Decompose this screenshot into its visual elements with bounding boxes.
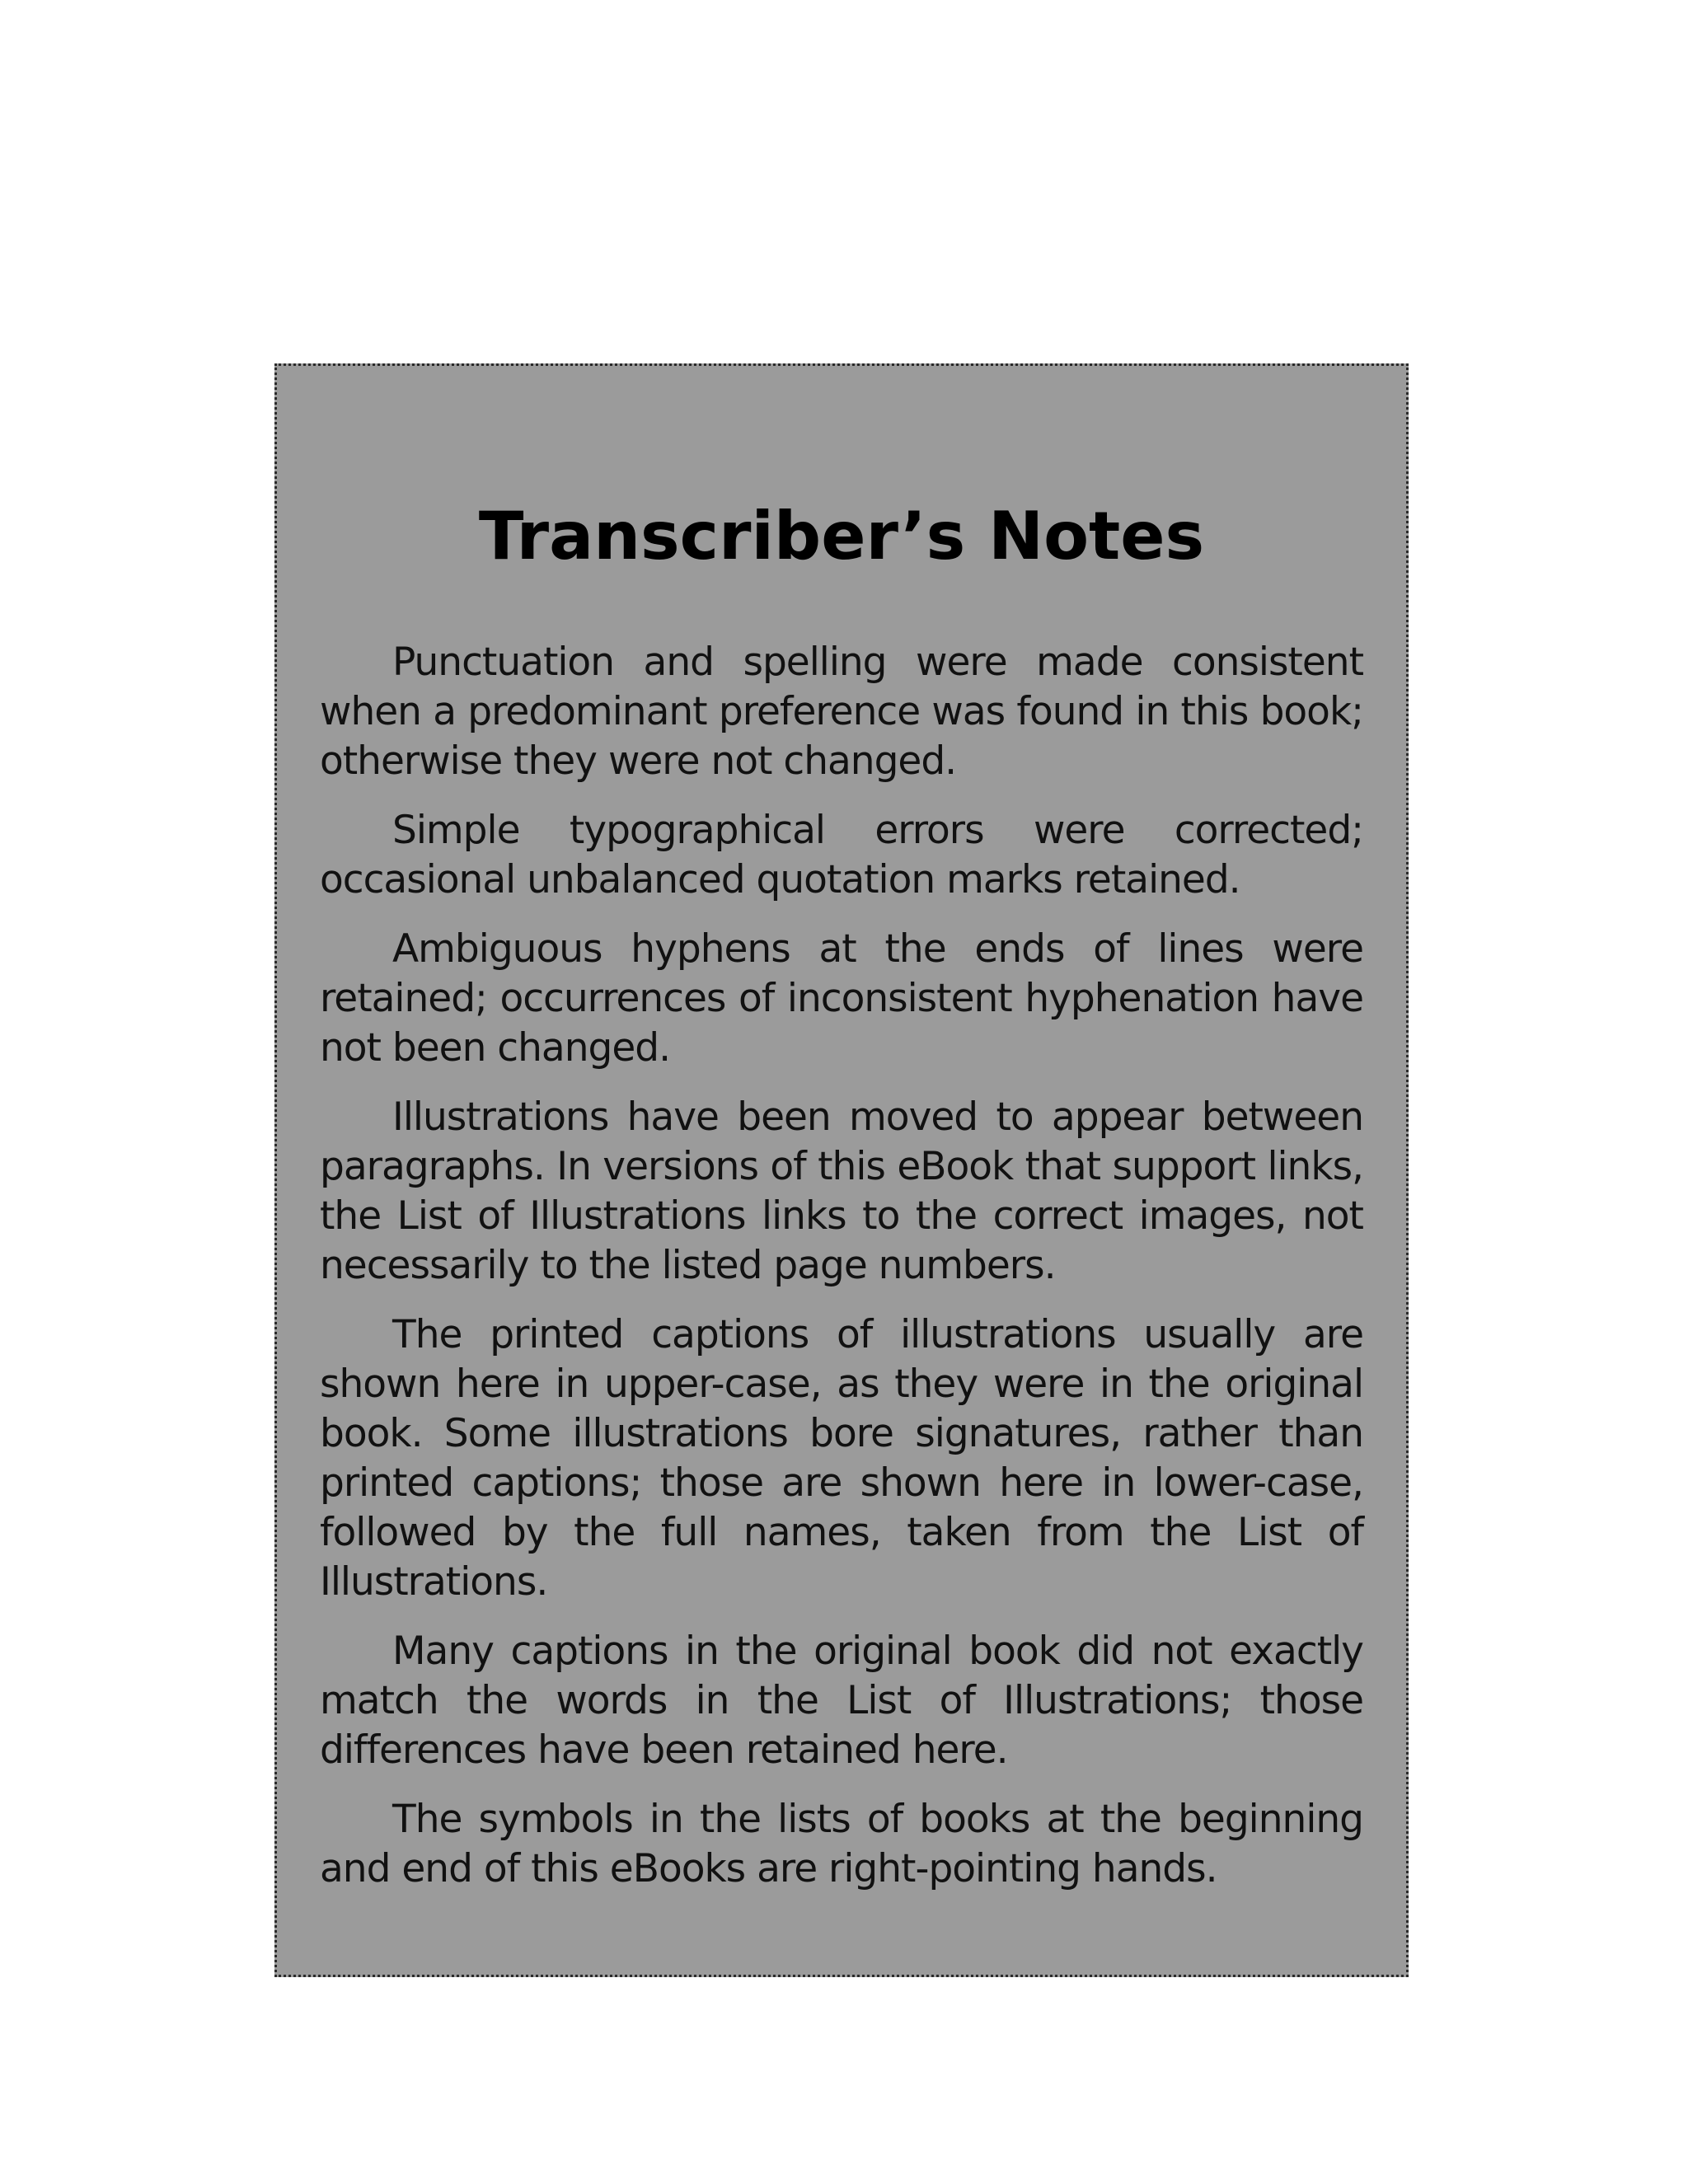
note-paragraph-typos: Simple typographical errors were corrected; occasional unbalanced quotation marks retained. [320,808,1363,902]
note-paragraph-symbols: The symbols in the lists of books at the beginning and end of this eBooks are right-pointing hands. [320,1797,1363,1891]
transcribers-notes-box [274,363,1409,1977]
notes-title: Transcriber’s Notes [478,498,1205,574]
note-paragraph-hyphens: Ambiguous hyphens at the ends of lines were retained; occurrences of inconsistent hyphenation have not been changed. [320,926,1363,1071]
note-paragraph-punctuation: Punctuation and spelling were made consistent when a predominant preference was found in this book; otherwise they were not changed. [320,640,1363,784]
note-paragraph-illustrations: Illustrations have been moved to appear between paragraphs. In versions of this eBook that support links, the List of Illustrations links to the correct images, not necessarily to the listed page numbers. [320,1094,1363,1288]
note-paragraph-caption-differences: Many captions in the original book did not exactly match the words in the List of Illustrations; those differences have been retained here. [320,1629,1363,1773]
note-paragraph-captions: The printed captions of illustrations usually are shown here in upper-case, as they were in the original book. Some illustrations bore signatures, rather than printed captions; those are shown here in lower-case, followed by the full names, taken from the List of Illustrations. [320,1312,1363,1605]
